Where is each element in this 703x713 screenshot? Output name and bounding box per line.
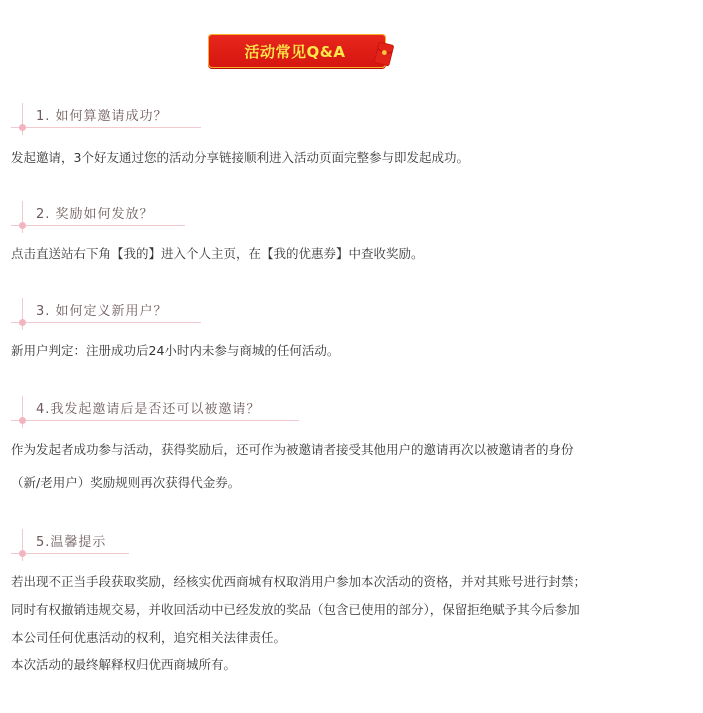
notice-heading: 5.温馨提示 xyxy=(36,535,107,550)
heading-marker-dot xyxy=(19,124,26,131)
faq-question-2: 2. 奖励如何发放？ xyxy=(36,207,154,222)
faq-answer-4-line-2: （新/老用户）奖励规则再次获得代金券。 xyxy=(11,475,241,490)
faq-answer-1-line-1: 发起邀请，3个好友通过您的活动分享链接顺利进入活动页面完整参与即发起成功。 xyxy=(11,150,469,165)
header-badge xyxy=(208,34,392,74)
heading-marker-dot xyxy=(19,417,26,424)
notice-line-3: 本公司任何优惠活动的权利，追究相关法律责任。 xyxy=(11,630,287,645)
notice-line-1: 若出现不正当手段获取奖励，经核实优西商城有权取消用户参加本次活动的资格，并对其账号进行封禁； xyxy=(11,574,587,589)
heading-underline xyxy=(11,420,299,421)
heading-marker-dot xyxy=(19,222,26,229)
faq-answer-4-line-1: 作为发起者成功参与活动，获得奖励后，还可作为被邀请者接受其他用户的邀请再次以被邀请者的身份 xyxy=(11,442,574,457)
title-banner xyxy=(208,34,386,68)
heading-marker-dot xyxy=(19,319,26,326)
heading-underline xyxy=(11,322,201,323)
faq-question-3: 3. 如何定义新用户？ xyxy=(36,304,168,319)
notice-line-4: 本次活动的最终解释权归优西商城所有。 xyxy=(11,657,237,672)
heading-underline xyxy=(11,127,201,128)
notice-line-2: 同时有权撤销违规交易，并收回活动中已经发放的奖品（包含已使用的部分），保留拒绝赋予其今后参加 xyxy=(11,602,580,617)
faq-question-4: 4.我发起邀请后是否还可以被邀请？ xyxy=(36,402,261,417)
heading-marker-dot xyxy=(19,550,26,557)
faq-answer-2-line-1: 点击直送站右下角【我的】进入个人主页，在【我的优惠券】中查收奖励。 xyxy=(11,246,424,261)
faq-question-1: 1. 如何算邀请成功？ xyxy=(36,109,168,124)
faq-answer-3-line-1: 新用户判定：注册成功后24小时内未参与商城的任何活动。 xyxy=(11,343,340,358)
heading-underline xyxy=(11,225,185,226)
heading-underline xyxy=(11,553,129,554)
page-title: 活动常见Q&A xyxy=(244,42,346,61)
